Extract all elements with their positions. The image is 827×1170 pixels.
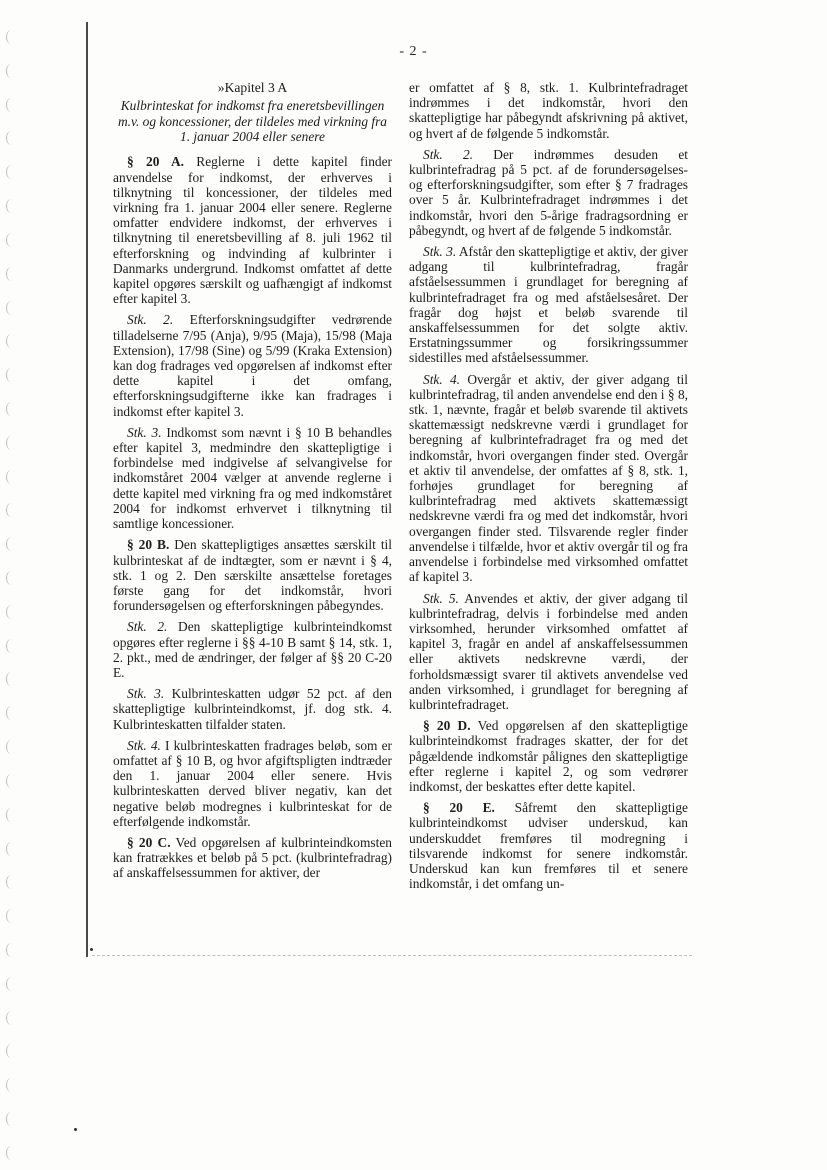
punch-hole: [6, 64, 17, 78]
punch-hole: [6, 706, 17, 720]
punch-hole: [6, 740, 17, 754]
punch-hole: [6, 943, 17, 957]
chapter-title: »Kapitel 3 A: [217, 80, 288, 95]
chapter-subtitle: Kulbrinteskat for indkomst fra eneretsbevillingen m.v. og koncessioner, der tildeles med virkning fra 1. januar 2004 eller senere: [118, 98, 387, 145]
paragraph-text: I kulbrinteskatten fradrages beløb, som er omfattet af § 10 B, og hvor afgiftspligten indtræder den 1. januar 2004 eller senere. Hvis kulbrinteskatten derved bliver negativ, kan det negative beløb modregnes i kulbrinteskat for de efterfølgende indkomstår.: [113, 737, 392, 829]
page-edge-line: [86, 22, 88, 957]
paragraph-text: Den skattepligtiges ansættes særskilt til kulbrinteskat af de indtægter, som er nævnt i § 4, stk. 1 og 2. Den særskilte ansættelse foretages første gang for det indkomstår, hvori forundersøgelsen og efterforskningen påbegyndes.: [113, 537, 392, 614]
paragraph-lead: § 20 E.: [423, 800, 495, 816]
paragraph-lead: Stk. 5.: [423, 590, 459, 606]
paragraph-lead: Stk. 4.: [423, 371, 461, 387]
paragraph-20b-stk3: [113, 686, 392, 732]
punch-hole: [6, 436, 17, 450]
paragraph-20c-stk2: [409, 147, 688, 238]
paragraph-text: Kulbrinteskatten udgør 52 pct. af den skattepligtige kulbrinteindkomst, jf. dog stk. 4. Kulbrinteskatten tilfalder staten.: [113, 686, 392, 732]
paragraph-lead: Stk. 2.: [127, 619, 168, 635]
punch-hole: [6, 1078, 17, 1092]
punch-hole: [6, 537, 17, 551]
punch-hole: [6, 334, 17, 348]
paragraph-lead: § 20 A.: [127, 154, 184, 170]
paragraph-lead: Stk. 2.: [423, 146, 474, 162]
paragraph-lead: § 20 C.: [127, 834, 171, 850]
paragraph-20b-stk2: [113, 619, 392, 680]
scan-speck: [90, 948, 93, 951]
paragraph-20c-stk4: [409, 372, 688, 585]
page-number: - 2 -: [399, 44, 428, 59]
punch-hole: [6, 1044, 17, 1058]
paragraph-lead: Stk. 2.: [127, 312, 174, 328]
paragraph-text: Der indrømmes desuden et kulbrintefradrag på 5 pct. af de forundersøgelses- og efterforskningsudgifter, som efter § 7 fradrages over 5 år. Kulbrintefradraget indrømmes i det indkomstår, hvori den 5-årige fradragsordning er påbegyndt, og hvert af de følgende 5 indkomstår.: [409, 146, 688, 238]
punch-hole: [6, 808, 17, 822]
paragraph-lead: § 20 D.: [423, 718, 471, 734]
punch-hole: [6, 774, 17, 788]
paragraph-text: Efterforskningsudgifter vedrørende tilladelserne 7/95 (Anja), 9/95 (Maja), 15/98 (Maja Extension), 17/98 (Sine) og 5/99 (Kraka Extension) kan dog fradrages ved opgørelsen af indkomst efter dette kapitel i det omfang, efterforskningsudgifterne ikke kan fradrages i indkomst efter kapitel 3.: [113, 312, 392, 419]
punch-hole: [6, 909, 17, 923]
bottom-rule: [92, 955, 692, 956]
left-paragraphs: [113, 154, 392, 880]
paragraph-20a: [113, 154, 392, 306]
paragraph-20a-stk3: [113, 425, 392, 531]
punch-hole: [6, 639, 17, 653]
punch-hole: [6, 402, 17, 416]
punch-hole-marks: [0, 30, 22, 1160]
paragraph-text: Afstår den skattepligtige et aktiv, der giver adgang til kulbrintefradrag, fragår afståelsessummen i grundlaget for beregning af kulbrintefradraget fra og med afståelsesåret. Der fragår dog højst et beløb svarende til anskaffelsessummen for det solgte aktiv. Erstatningssummer og forsikringssummer sidestilles med afståelsessummer.: [409, 244, 688, 366]
paragraph-lead: § 20 B.: [127, 537, 170, 553]
paragraph-20d: [409, 718, 688, 794]
punch-hole: [6, 98, 17, 112]
punch-hole: [6, 571, 17, 585]
paragraph-20c: [113, 835, 392, 881]
punch-hole: [6, 977, 17, 991]
punch-hole: [6, 131, 17, 145]
paragraph-text: Ved opgørelsen af den skattepligtige kulbrinteindkomst fradrages skatter, der for det pågældende indkomstår pålignes den skattepligtige efter reglerne i kapitel 2, og som vedrører indkomst, der beskattes efter dette kapitel.: [409, 718, 688, 794]
paragraph-text: Ved opgørelsen af kulbrinteindkomsten kan fratrækkes et beløb på 5 pct. (kulbrintefradrag) af anskaffelsessummen for aktiver, der: [113, 834, 392, 881]
right-column: [409, 80, 688, 897]
paragraph-20c-stk3: [409, 244, 688, 366]
punch-hole: [6, 1146, 17, 1160]
paragraph-lead: Stk. 3.: [423, 244, 457, 260]
paragraph-20c-continued: [409, 80, 688, 141]
paragraph-text: Indkomst som nævnt i § 10 B behandles efter kapitel 3, medmindre den skattepligtige i forbindelse med indgivelse af selvangivelse for indkomståret 2004 vælger at anvende reglerne i dette kapitel med virkning fra og med indkomståret 2004 for indkomst erhvervet i tilknytning til samtlige koncessioner.: [113, 424, 392, 532]
paragraph-lead: Stk. 4.: [127, 737, 161, 753]
punch-hole: [6, 301, 17, 315]
punch-hole: [6, 875, 17, 889]
left-column: [113, 80, 392, 887]
paragraph-text: er omfattet af § 8, stk. 1. Kulbrintefradraget indrømmes i det indkomstår, hvori den skattepligtige har påbegyndt afskrivning på aktivet, og hvert af de følgende 5 indkomstår.: [409, 80, 688, 141]
punch-hole: [6, 368, 17, 382]
paragraph-text: Anvendes et aktiv, der giver adgang til kulbrintefradrag, delvis i forbindelse med anden virksomhed, herunder virksomhed omfattet af kapitel 3, fragår en andel af anskaffelsessummen eller aktivets nedskrevne værdi, der forholdsmæssigt svarer til aktivets anvendelse ved anden virksomhed, i grundlaget for beregning af kulbrintefradraget.: [409, 590, 688, 712]
paragraph-20a-stk2: [113, 312, 392, 418]
punch-hole: [6, 503, 17, 517]
paragraph-text: Den skattepligtige kulbrinteindkomst opgøres efter reglerne i §§ 4-10 B samt § 14, stk. 1, 2. pkt., med de ændringer, der følger af §§ 20 C-20 E.: [113, 619, 392, 680]
paragraph-lead: Stk. 3.: [127, 686, 165, 702]
punch-hole: [6, 1011, 17, 1025]
paragraph-20c-stk5: [409, 591, 688, 713]
punch-hole: [6, 672, 17, 686]
paragraph-20b-stk4: [113, 738, 392, 829]
paragraph-20b: [113, 537, 392, 613]
punch-hole: [6, 199, 17, 213]
paragraph-20e: [409, 800, 688, 891]
paragraph-text: Såfremt den skattepligtige kulbrinteindkomst udviser underskud, kan underskuddet fremføres til modregning i tilsvarende indkomst for senere indkomstår. Underskud kan kun fremføres til et senere indkomstår, i det omfang un-: [409, 800, 688, 892]
punch-hole: [6, 605, 17, 619]
punch-hole: [6, 1112, 17, 1126]
punch-hole: [6, 233, 17, 247]
paragraph-lead: Stk. 3.: [127, 424, 162, 440]
punch-hole: [6, 267, 17, 281]
paragraph-text: Overgår et aktiv, der giver adgang til kulbrintefradrag, til anden anvendelse end den i § 8, stk. 1, nævnte, fragår et beløb svarende til aktivets skattemæssigt nedskrevne værdi i grundlaget for beregning af kulbrintefradraget fra og med det indkomstår, hvori overgangen finder sted. Overgår et aktiv til anvendelse, der omfattes af § 8, stk. 1, forhøjes grundlaget for beregning af kulbrintefradrag med aktivets skattemæssigt nedskrevne værdi fra og med det indkomstår, hvori overgangen finder sted. Tilsvarende regler finder anvendelse i tilfælde, hvor et aktiv overgår til og fra anvendelse i forbindelse med virksomhed omfattet af kapitel 3.: [409, 371, 688, 585]
scan-speck: [74, 1128, 77, 1131]
punch-hole: [6, 30, 17, 44]
punch-hole: [6, 470, 17, 484]
punch-hole: [6, 842, 17, 856]
punch-hole: [6, 165, 17, 179]
paragraph-text: Reglerne i dette kapitel finder anvendelse for indkomst, der erhverves i tilknytning til koncessioner, der tildeles med virkning fra 1. januar 2004 eller senere. Reglerne omfatter endvidere indkomst, der erhverves i tilknytning til eneretsbevilling af 8. juli 1962 til efterforskning og indvinding af kulbrinter i Danmarks undergrund. Indkomst omfattet af dette kapitel opgøres særskilt og uafhængigt af indkomst efter kapitel 3.: [113, 154, 392, 307]
